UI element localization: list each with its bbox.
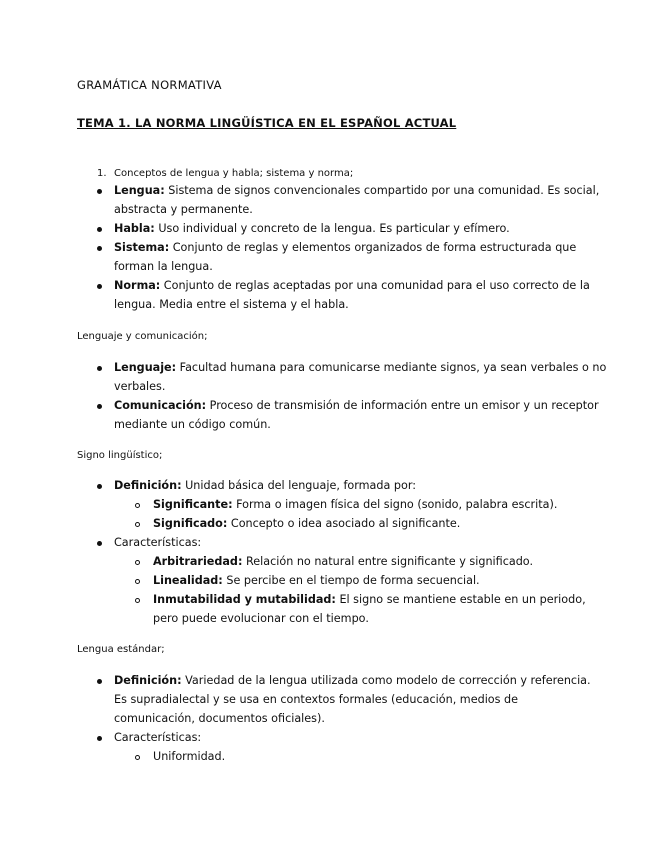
bullet-icon [97, 366, 102, 371]
circle-bullet-icon [135, 522, 140, 527]
sub-list-item: Arbitrariedad: Relación no natural entre significante y significado. [153, 555, 534, 568]
sub-list-item: Uniformidad. [153, 750, 226, 763]
list-item: Comunicación: Proceso de transmisión de información entre un emisor y un receptor [114, 399, 599, 412]
list-item-continuation: comunicación, documentos oficiales). [114, 712, 325, 725]
bullet-icon [97, 541, 102, 546]
list-item: Definición: Unidad básica del lenguaje, formada por: [114, 479, 417, 492]
list-item: Norma: Conjunto de reglas aceptadas por una comunidad para el uso correcto de la [114, 279, 590, 292]
list-item: Características: [114, 536, 202, 549]
section-heading: Signo lingüístico; [77, 450, 163, 461]
bullet-icon [97, 189, 102, 194]
document-header-title: GRAMÁTICA NORMATIVA [77, 78, 222, 92]
bullet-icon [97, 227, 102, 232]
bullet-icon [97, 404, 102, 409]
list-item-continuation: forman la lengua. [114, 260, 213, 273]
list-item: Habla: Uso individual y concreto de la lengua. Es particular y efímero. [114, 222, 510, 235]
bullet-icon [97, 736, 102, 741]
list-item-continuation: verbales. [114, 380, 166, 393]
bullet-icon [97, 679, 102, 684]
sub-list-item: Inmutabilidad y mutabilidad: El signo se mantiene estable en un periodo, [153, 593, 586, 606]
circle-bullet-icon [135, 579, 140, 584]
circle-bullet-icon [135, 560, 140, 565]
section-heading: Lenguaje y comunicación; [77, 331, 208, 342]
sub-list-item: Significante: Forma o imagen física del signo (sonido, palabra escrita). [153, 498, 558, 511]
bullet-icon [97, 484, 102, 489]
numbered-item-text: Conceptos de lengua y habla; sistema y norma; [114, 168, 354, 179]
list-item-continuation: abstracta y permanente. [114, 203, 253, 216]
list-item-continuation: mediante un código común. [114, 418, 271, 431]
bullet-icon [97, 246, 102, 251]
sub-list-item: Linealidad: Se percibe en el tiempo de forma secuencial. [153, 574, 480, 587]
sub-list-item-continuation: pero puede evolucionar con el tiempo. [153, 612, 369, 625]
tema-title: TEMA 1. LA NORMA LINGÜÍSTICA EN EL ESPAÑOL ACTUAL [77, 116, 457, 130]
list-item: Características: [114, 731, 202, 744]
bullet-icon [97, 284, 102, 289]
list-number: 1. [97, 168, 107, 179]
list-item: Lengua: Sistema de signos convencionales compartido por una comunidad. Es social, [114, 184, 600, 197]
list-item: Lenguaje: Facultad humana para comunicarse mediante signos, ya sean verbales o no [114, 361, 607, 374]
circle-bullet-icon [135, 503, 140, 508]
list-item-continuation: Es supradialectal y se usa en contextos formales (educación, medios de [114, 693, 519, 706]
circle-bullet-icon [135, 755, 140, 760]
sub-list-item: Significado: Concepto o idea asociado al significante. [153, 517, 461, 530]
list-item: Definición: Variedad de la lengua utilizada como modelo de corrección y referencia. [114, 674, 591, 687]
section-heading: Lengua estándar; [77, 644, 165, 655]
list-item-continuation: lengua. Media entre el sistema y el habla. [114, 298, 349, 311]
circle-bullet-icon [135, 598, 140, 603]
list-item: Sistema: Conjunto de reglas y elementos organizados de forma estructurada que [114, 241, 577, 254]
